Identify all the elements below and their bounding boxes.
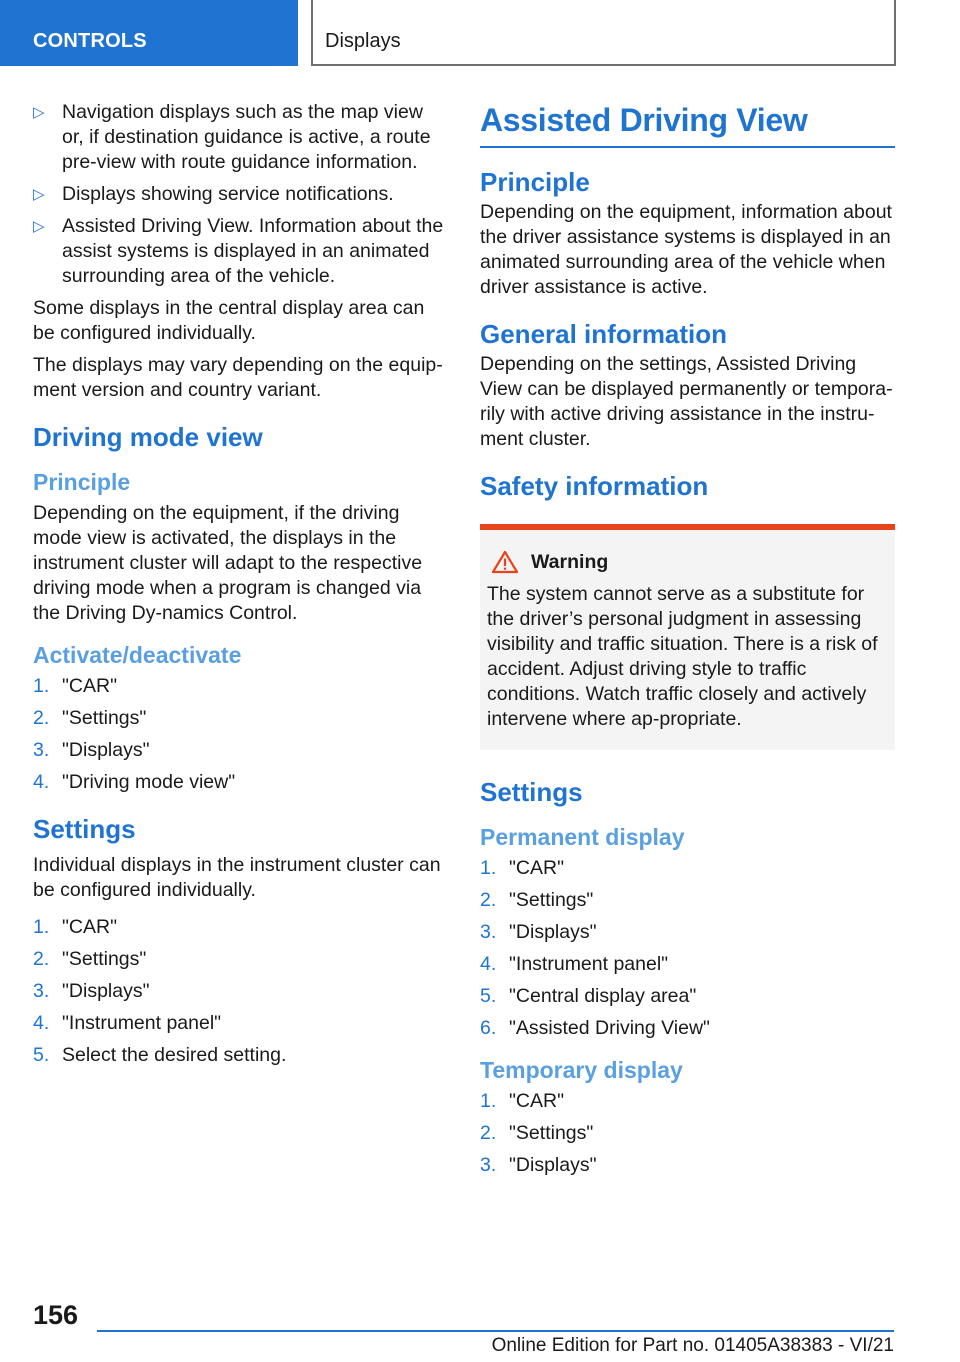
paragraph: Some displays in the central display area can be configured individually. (33, 297, 425, 344)
list-item: 2. "Settings" (33, 707, 147, 729)
activate-heading: Activate/deactivate (33, 642, 242, 668)
principle-heading: Principle (480, 167, 590, 197)
list-item: ▷ Assisted Driving View. Information about the assist systems is displayed in an animated surrounding area of the vehicle. (33, 215, 444, 287)
list-item: 6. "Assisted Driving View" (480, 1017, 710, 1039)
triangle-bullet-icon: ▷ (33, 186, 45, 203)
triangle-bullet-icon: ▷ (33, 218, 45, 235)
permanent-display-steps (480, 856, 895, 1041)
page-number: 156 (33, 1300, 79, 1330)
edition-text: Online Edition for Part no. 01405A38383 - VI/21 (491, 1335, 894, 1356)
paragraph: The displays may vary depending on the equip-ment version and country variant. (33, 354, 443, 401)
list-item: 2. "Settings" (480, 1122, 594, 1144)
list-item: 2. "Settings" (480, 889, 594, 911)
principle-text: Depending on the equipment, information about the driver assistance systems is displayed in an animated surrounding area of the vehicle when driver assistance is active. (480, 201, 892, 298)
right-column (480, 100, 895, 1185)
list-item: ▷ Navigation displays such as the map view or, if destination guidance is active, a route pre-view with route guidance information. (33, 101, 431, 173)
list-item: 1. "CAR" (33, 916, 118, 938)
list-item: 5. Select the desired setting. (33, 1044, 287, 1066)
general-info-text: Depending on the settings, Assisted Driving View can be displayed permanently or tempora-rily with active driving assistance in the instru-ment cluster. (480, 353, 893, 450)
page-header (0, 0, 960, 66)
list-item: ▷ Displays showing service notifications. (33, 183, 394, 205)
list-item: 1. "CAR" (480, 857, 565, 879)
warning-label: Warning (531, 550, 609, 573)
assisted-driving-title: Assisted Driving View (480, 100, 895, 148)
settings-heading: Settings (33, 814, 136, 844)
list-item: 4. "Instrument panel" (480, 953, 669, 975)
permanent-display-heading: Permanent display (480, 824, 685, 850)
warning-text: The system cannot serve as a substitute for the driver’s personal judgment in assessing visibility and traffic situation. There is a risk of accident. Adjust driving style to traffic conditions. Watch traffic closely and actively intervene where ap-propriate. (487, 583, 878, 730)
list-item: 4. "Driving mode view" (33, 771, 236, 793)
general-info-heading: General information (480, 319, 728, 349)
left-column (33, 100, 448, 1075)
temporary-display-heading: Temporary display (480, 1057, 683, 1083)
settings-heading: Settings (480, 777, 583, 807)
chapter-title: Displays (325, 30, 401, 52)
settings-text: Individual displays in the instrument cluster can be configured individually. (33, 854, 441, 901)
list-item: 2. "Settings" (33, 948, 147, 970)
list-item: 5. "Central display area" (480, 985, 697, 1007)
warning-header (487, 550, 888, 574)
list-item: 3. "Displays" (480, 921, 597, 943)
principle-heading: Principle (33, 469, 131, 495)
section-tab: CONTROLS (0, 0, 298, 66)
list-item: 4. "Instrument panel" (33, 1012, 222, 1034)
list-item: 3. "Displays" (33, 739, 150, 761)
list-item: 3. "Displays" (33, 980, 150, 1002)
triangle-bullet-icon: ▷ (33, 104, 45, 121)
temporary-display-steps (480, 1089, 895, 1178)
list-item: 3. "Displays" (480, 1154, 597, 1176)
principle-text: Depending on the equipment, if the driving mode view is activated, the displays in the instrument cluster will adapt to the respective driving mode when a program is changed via the Driving Dy-namics Control. (33, 502, 423, 624)
activate-steps (33, 674, 448, 795)
list-item: 1. "CAR" (33, 675, 118, 697)
warning-triangle-icon (491, 550, 519, 574)
display-types-list (33, 100, 448, 289)
driving-mode-heading: Driving mode view (33, 422, 263, 452)
settings-steps (33, 915, 448, 1068)
footer-divider (97, 1330, 894, 1332)
warning-box (480, 524, 895, 750)
list-item: 1. "CAR" (480, 1090, 565, 1112)
safety-info-heading: Safety information (480, 471, 709, 501)
